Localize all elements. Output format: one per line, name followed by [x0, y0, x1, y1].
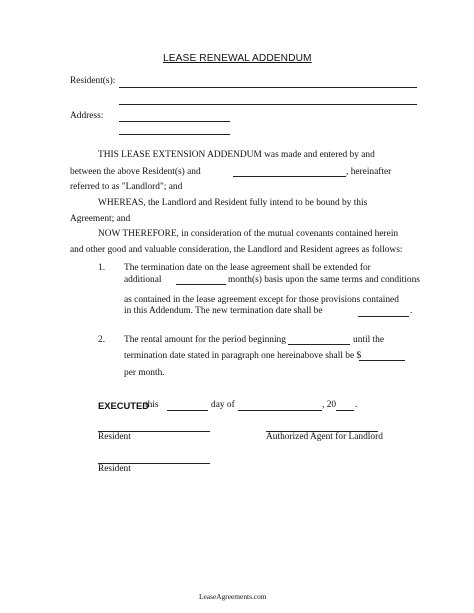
new-termination-date-line[interactable] [358, 316, 409, 317]
now-therefore-line-1: NOW THEREFORE, in consideration of the mutual covenants contained herein [98, 229, 399, 239]
item-1-line-4: in this Addendum. The new termination date shall be [124, 306, 323, 316]
execution-period: . [355, 400, 358, 410]
now-therefore-line-2: and other good and valuable consideration, the Landlord and Resident agrees as follows: [70, 245, 403, 255]
period-beginning-line[interactable] [288, 344, 350, 345]
extension-months-line[interactable] [176, 284, 226, 285]
execution-day-line[interactable] [167, 410, 208, 411]
rent-amount-line[interactable] [359, 360, 405, 361]
item-1-number: 1. [98, 263, 106, 273]
execution-year-line[interactable] [336, 410, 354, 411]
execution-month-line[interactable] [238, 410, 322, 411]
intro-line-2a: between the above Resident(s) and [70, 167, 201, 177]
address-line-2[interactable] [119, 134, 230, 135]
executed-label: EXECUTED [98, 400, 150, 411]
document-title: LEASE RENEWAL ADDENDUM [163, 53, 312, 64]
day-of-label: day of [211, 400, 235, 410]
whereas-line-2: Agreement; and [70, 214, 131, 224]
item-2-line-2: termination date stated in paragraph one hereinabove shall be $ [124, 351, 362, 361]
agent-label: Authorized Agent for Landlord [266, 432, 383, 442]
item-1-line-4-end: . [410, 306, 413, 316]
intro-line-1: THIS LEASE EXTENSION ADDENDUM was made and entered by and [98, 150, 375, 160]
residents-line-1[interactable] [119, 87, 417, 88]
year-prefix: , 20 [322, 400, 337, 410]
address-label: Address: [70, 111, 104, 121]
residents-label: Resident(s): [70, 76, 116, 86]
item-1-line-2b: month(s) basis upon the same terms and conditions [228, 275, 420, 285]
executed-this: this [145, 400, 159, 410]
intro-line-2b: , hereinafter [346, 167, 392, 177]
item-2-line-1a: The rental amount for the period beginning [124, 335, 286, 345]
item-1-line-1: The termination date on the lease agreement shall be extended for [124, 263, 371, 273]
item-1-line-3: as contained in the lease agreement except for those provisions contained [124, 295, 399, 305]
item-2-line-1b: until the [353, 335, 384, 345]
resident-2-label: Resident [98, 464, 131, 474]
address-line-1[interactable] [119, 121, 230, 122]
landlord-name-line[interactable] [233, 176, 346, 177]
item-1-line-2a: additional [124, 275, 162, 285]
item-2-number: 2. [98, 335, 106, 345]
resident-1-label: Resident [98, 432, 131, 442]
intro-line-3: referred to as "Landlord"; and [70, 182, 183, 192]
residents-line-2[interactable] [119, 104, 417, 105]
footer-source: LeaseAgreements.com [199, 592, 267, 601]
whereas-line-1: WHEREAS, the Landlord and Resident fully intend to be bound by this [98, 198, 368, 208]
item-2-line-3: per month. [124, 368, 165, 378]
